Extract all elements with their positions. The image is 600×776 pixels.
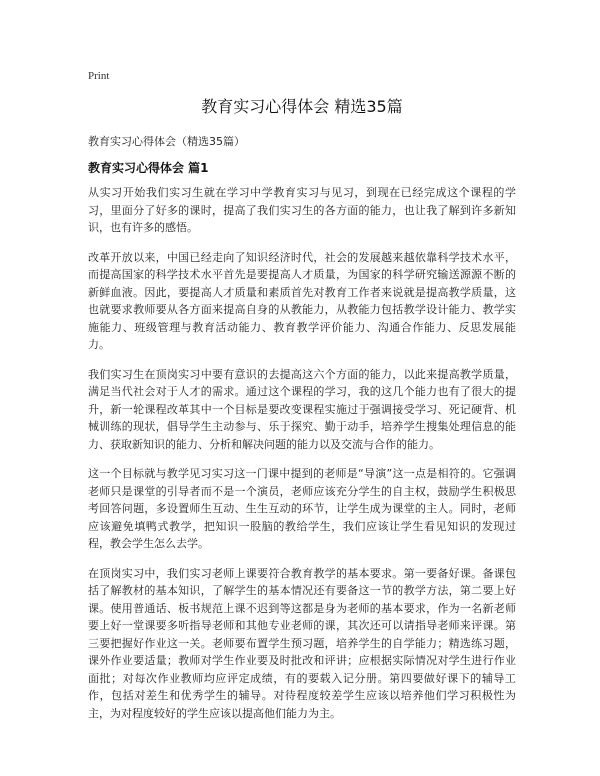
paragraph-1: 从实习开始我们实习生就在学习中学教育实习与见习，到现在已经完成这个课程的学习，里面分了好多的课时，提高了我们实习生的各方面的能力，也让我了解到许多新知识，也有许多的感悟。 bbox=[88, 186, 516, 234]
paragraph-5: 在顶岗实习中，我们实习老师上课要符合教育教学的基本要求。第一要备好课。备课包括了解教材的基本知识，了解学生的基本情况还有要备这一节的教学方法，第二要上好课。使用普通话、板书规范上课不迟到等这都是身为老师的基本要求，作为一名新老师要上好一堂课要多听指导老师和其他专业老师的课，其次还可以请指导老师来评课。第三要把握好作业这一关。老师要布置学生预习题，培养学生的自学能力；精选练习题，课外作业要适量；教师对学生作业要及时批改和评讲；应根据实际情况对学生进行作业面批；对每次作业教师均应评定成绩，有的要载入记分册。第四要做好课下的辅导工作，包括对差生和优秀学生的辅导。对待程度较差学生应该以培养他们学习积极性为主，为对程度较好的学生应该以提高他们能力为主。 bbox=[88, 566, 516, 720]
paragraph-3: 我们实习生在顶岗实习中要有意识的去提高这六个方面的能力，以此来提高教学质量，满足当代社会对于人才的需求。通过这个课程的学习，我的这几个能力也有了很大的提升，新一轮课程改革其中一个目标是要改变课程实施过于强调接受学习、死记硬背、机械训练的现状，倡导学生主动参与、乐于探究、勤于动手，培养学生搜集处理信息的能力、获取新知识的能力、分析和解决问题的能力以及交流与合作的能力。 bbox=[88, 367, 516, 451]
document-title: 教育实习心得体会 精选35篇 bbox=[201, 97, 403, 116]
section-heading: 教育实习心得体会 篇1 bbox=[88, 161, 209, 175]
paragraph-2: 改革开放以来，中国已经走向了知识经济时代，社会的发展越来越依靠科学技术水平，而提高国家的科学技术水平首先是要提高人才质量，为国家的科学研究输送源源不断的新鲜血液。因此，要提高人才质量和素质首先对教育工作者来说就是提高教学质量，这也就要求教师要从各方面来提高自身的从教能力，从教能力包括教学设计能力、教学实施能力、班级管理与教育活动能力、教育教学评价能力、沟通合作能力、反思发展能力。 bbox=[88, 250, 516, 351]
print-label[interactable]: Print bbox=[88, 70, 110, 82]
document-subtitle: 教育实习心得体会（精选35篇） bbox=[88, 135, 245, 148]
document-body bbox=[88, 184, 516, 734]
paragraph-4: 这一个目标就与教学见习实习这一门课中提到的老师是“导演”这一点是相符的。它强调老师只是课堂的引导者而不是一个演员，老师应该充分学生的自主权，鼓励学生积极思考回答问题，多设置师生互动、生生互动的环节，让学生成为课堂的主人。同时，老师应该避免填鸭式教学，把知识一股脑的教给学生，我们应该让学生看见知识的发现过程，教会学生怎么去学。 bbox=[88, 467, 516, 550]
